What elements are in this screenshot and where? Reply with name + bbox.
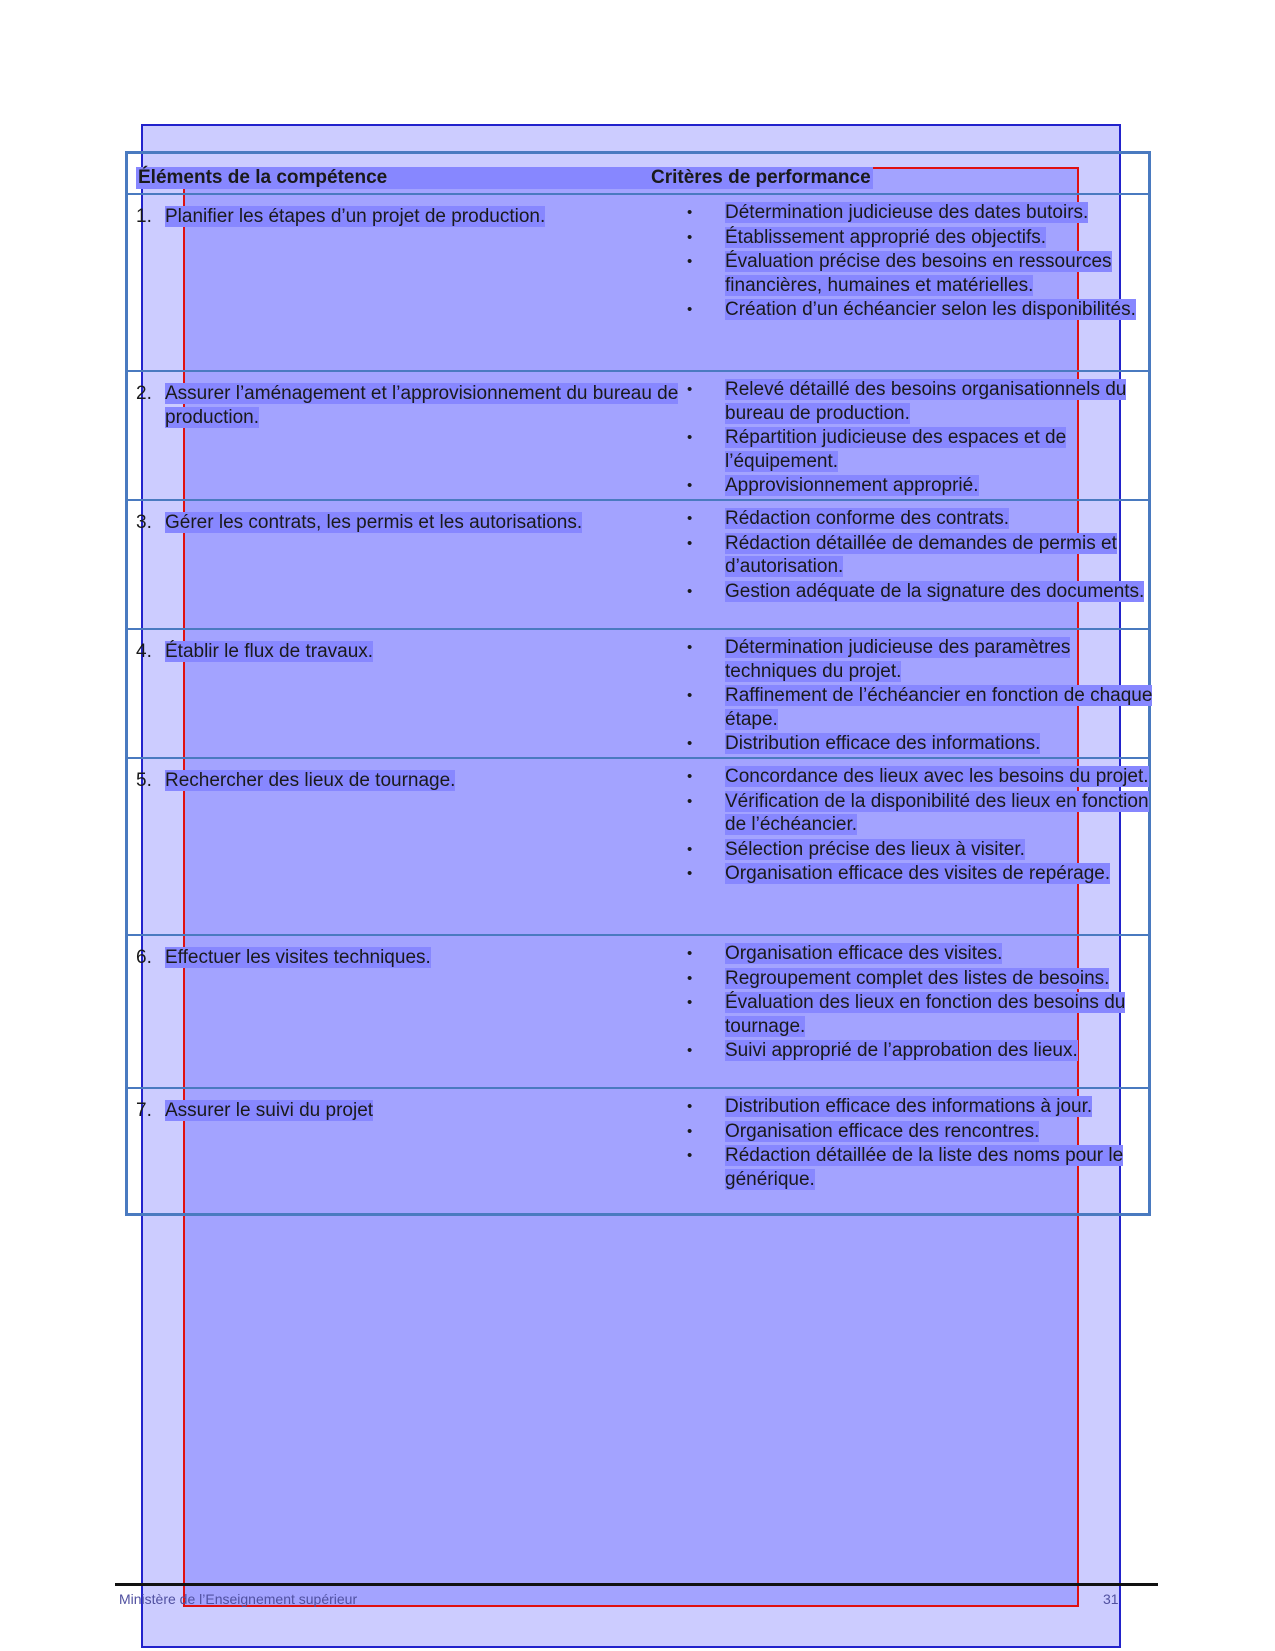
bullet-icon: •	[687, 1098, 693, 1115]
criterion-text: Création d’un échéancier selon les disponibilités.	[725, 299, 1136, 320]
bullet-icon: •	[687, 735, 693, 752]
criterion-item	[685, 426, 1155, 473]
element-number: 6.	[136, 947, 152, 968]
criterion-item	[685, 636, 1155, 683]
bullet-icon: •	[687, 639, 693, 656]
criterion-item	[685, 942, 1155, 966]
table-row	[128, 372, 1148, 501]
header-elements: Éléments de la compétence	[136, 167, 650, 189]
competency-element	[136, 205, 686, 229]
bullet-icon: •	[687, 228, 693, 246]
table-row	[128, 501, 1148, 630]
criteria-list	[685, 201, 1155, 323]
criterion-item	[685, 201, 1155, 225]
table-row	[128, 1089, 1148, 1213]
criterion-text: Regroupement complet des listes de besoins.	[725, 967, 1110, 989]
competency-element	[136, 382, 686, 430]
criterion-text: Distribution efficace des informations à jour.	[725, 1096, 1093, 1117]
header-criteria: Critères de performance	[651, 167, 871, 188]
bullet-icon: •	[687, 301, 693, 318]
criterion-text: Détermination judicieuse des dates butoirs.	[725, 202, 1089, 223]
criterion-text: Organisation efficace des visites.	[725, 943, 1003, 964]
element-text: Assurer l’aménagement et l’approvisionnement du bureau de production.	[165, 383, 679, 428]
bullet-icon: •	[687, 945, 693, 962]
criterion-text: Approvisionnement approprié.	[725, 475, 979, 496]
element-text: Établir le flux de travaux.	[165, 641, 374, 662]
criterion-text: Relevé détaillé des besoins organisationnels du bureau de production.	[725, 379, 1127, 424]
element-text: Effectuer les visites techniques.	[165, 947, 431, 968]
criterion-text: Rédaction conforme des contrats.	[725, 508, 1010, 529]
bullet-icon: •	[687, 1147, 693, 1164]
criterion-item	[685, 838, 1155, 862]
element-number: 2.	[136, 383, 152, 404]
bullet-icon: •	[687, 510, 693, 527]
criterion-text: Raffinement de l’échéancier en fonction de chaque étape.	[725, 685, 1153, 730]
bullet-icon: •	[687, 840, 693, 858]
bullet-icon: •	[687, 865, 693, 882]
bullet-icon: •	[687, 969, 693, 987]
table-row	[128, 936, 1148, 1089]
competency-table	[125, 151, 1151, 1216]
criterion-text: Distribution efficace des informations.	[725, 733, 1041, 754]
criterion-text: Évaluation précise des besoins en ressources financières, humaines et matérielles.	[725, 251, 1112, 296]
criterion-text: Rédaction détaillée de la liste des noms pour le générique.	[725, 1145, 1124, 1190]
criterion-text: Gestion adéquate de la signature des documents.	[725, 580, 1145, 602]
bullet-icon: •	[687, 687, 693, 704]
criterion-item	[685, 967, 1155, 991]
criterion-item	[685, 732, 1155, 756]
criterion-text: Établissement approprié des objectifs.	[725, 226, 1047, 248]
criterion-item	[685, 580, 1155, 604]
criteria-list	[685, 942, 1155, 1064]
element-number: 4.	[136, 641, 152, 662]
criterion-text: Suivi approprié de l’approbation des lieux.	[725, 1040, 1078, 1061]
table-row	[128, 759, 1148, 936]
criterion-item	[685, 378, 1155, 425]
bullet-icon: •	[687, 381, 693, 398]
criterion-item	[685, 250, 1155, 297]
criterion-item	[685, 765, 1155, 789]
criterion-text: Détermination judicieuse des paramètres techniques du projet.	[725, 637, 1071, 682]
criterion-item	[685, 1120, 1155, 1144]
criterion-item	[685, 684, 1155, 731]
bullet-icon: •	[687, 768, 693, 785]
bullet-icon: •	[687, 429, 693, 446]
criterion-item	[685, 474, 1155, 498]
competency-element	[136, 1099, 686, 1123]
bullet-icon: •	[687, 582, 693, 600]
table-row	[128, 195, 1148, 372]
bullet-icon: •	[687, 253, 693, 270]
bullet-icon: •	[687, 204, 693, 221]
footer-rule	[115, 1583, 1158, 1586]
competency-element	[136, 511, 686, 535]
criterion-text: Concordance des lieux avec les besoins du projet.	[725, 766, 1149, 787]
competency-element	[136, 769, 686, 793]
competency-element	[136, 640, 686, 664]
criterion-item	[685, 1144, 1155, 1191]
criteria-list	[685, 1095, 1155, 1192]
criterion-item	[685, 1039, 1155, 1063]
table-header-row	[128, 154, 1148, 195]
criterion-item	[685, 790, 1155, 837]
criterion-text: Rédaction détaillée de demandes de permis et d’autorisation.	[725, 532, 1117, 577]
table-row	[128, 630, 1153, 759]
criterion-item	[685, 298, 1155, 322]
criterion-text: Organisation efficace des rencontres.	[725, 1120, 1040, 1142]
bullet-icon: •	[687, 994, 693, 1011]
criteria-list	[685, 765, 1155, 887]
bullet-icon: •	[687, 534, 693, 552]
element-text: Assurer le suivi du projet	[165, 1100, 374, 1121]
criterion-item	[685, 532, 1155, 579]
element-number: 5.	[136, 770, 152, 791]
page-number: 31	[1103, 1591, 1119, 1607]
criterion-item	[685, 226, 1155, 250]
criterion-item	[685, 507, 1155, 531]
bullet-icon: •	[687, 1042, 693, 1059]
criteria-list	[685, 378, 1155, 499]
bullet-icon: •	[687, 792, 693, 810]
criterion-text: Évaluation des lieux en fonction des besoins du tournage.	[725, 992, 1126, 1037]
element-text: Planifier les étapes d’un projet de production.	[165, 206, 546, 227]
criterion-item	[685, 862, 1155, 886]
criterion-text: Vérification de la disponibilité des lieux en fonction de l’échéancier.	[725, 790, 1149, 835]
bullet-icon: •	[687, 477, 693, 494]
element-text: Rechercher des lieux de tournage.	[165, 770, 456, 791]
criterion-item	[685, 991, 1155, 1038]
criteria-list	[685, 636, 1155, 757]
criterion-item	[685, 1095, 1155, 1119]
footer-ministry: Ministère de l’Enseignement supérieur	[119, 1591, 358, 1607]
criterion-text: Répartition judicieuse des espaces et de l’équipement.	[725, 427, 1067, 472]
element-number: 7.	[136, 1100, 152, 1121]
competency-element	[136, 946, 686, 970]
element-number: 1.	[136, 206, 152, 227]
element-text: Gérer les contrats, les permis et les autorisations.	[165, 512, 583, 533]
element-number: 3.	[136, 512, 152, 533]
criterion-text: Organisation efficace des visites de repérage.	[725, 863, 1111, 884]
criterion-text: Sélection précise des lieux à visiter.	[725, 838, 1025, 860]
criteria-list	[685, 507, 1155, 604]
bullet-icon: •	[687, 1122, 693, 1140]
